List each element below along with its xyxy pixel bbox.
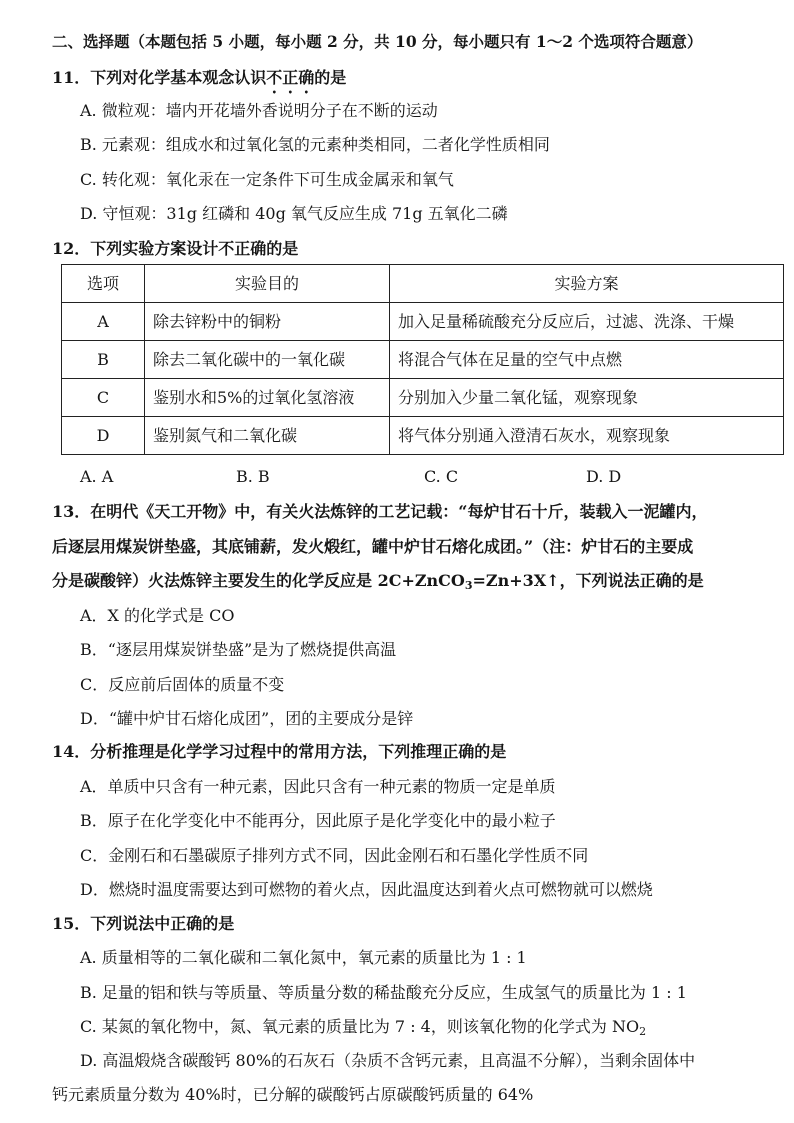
table-cell-purpose: 鉴别水和5%的过氧化氢溶液	[145, 379, 390, 417]
q12-answer-b: B. B	[236, 467, 270, 486]
table-cell-option: D	[62, 417, 145, 455]
q11-stem-emphasis: 不正确	[266, 68, 315, 87]
table-header-row	[62, 265, 784, 303]
q11-option-a: A. 微粒观：墙内开花墙外香说明分子在不断的运动	[80, 101, 438, 120]
q15-option-d-line2: 钙元素质量分数为 40%时，已分解的碳酸钙占原碳酸钙质量的 64%	[52, 1085, 534, 1104]
q15-option-d-line1: D. 高温煅烧含碳酸钙 80%的石灰石（杂质不含钙元素，且高温不分解），当剩余固体中	[80, 1051, 696, 1070]
q13-option-c: C．反应前后固体的质量不变	[80, 675, 285, 694]
table-cell-plan: 将混合气体在足量的空气中点燃	[390, 341, 784, 379]
q15-option-c	[80, 1019, 646, 1037]
q14-option-a: A．单质中只含有一种元素，因此只含有一种元素的物质一定是单质	[80, 777, 556, 796]
q12-stem: 12．下列实验方案设计不正确的是	[52, 239, 299, 258]
q13-option-d: D．“罐中炉甘石熔化成团”，团的主要成分是锌	[80, 709, 414, 728]
q13-stem-line3-part2: =Zn+3X↑，下列说法正确的是	[472, 571, 704, 590]
q14-stem: 14．分析推理是化学学习过程中的常用方法，下列推理正确的是	[52, 742, 507, 761]
q12-table	[61, 264, 784, 455]
table-cell-purpose: 除去锌粉中的铜粉	[145, 303, 390, 341]
q15-option-b: B. 足量的铝和铁与等质量、等质量分数的稀盐酸充分反应，生成氢气的质量比为 1 : 1	[80, 983, 687, 1002]
table-row	[62, 341, 784, 379]
q13-subscript: 3	[464, 579, 473, 592]
q12-answer-c: C. C	[424, 467, 459, 486]
q14-option-b: B．原子在化学变化中不能再分，因此原子是化学变化中的最小粒子	[80, 811, 556, 830]
q13-stem-line2: 后逐层用煤炭饼垫盛，其底铺薪，发火煅红，罐中炉甘石熔化成团。”（注：炉甘石的主要成	[52, 537, 694, 556]
q13-stem-line3-part1: 分是碳酸锌）火法炼锌主要发生的化学反应是 2C+ZnCO	[52, 571, 465, 590]
table-header-plan: 实验方案	[390, 265, 784, 303]
q12-answer-d: D. D	[586, 467, 622, 486]
q15-subscript: 2	[639, 1025, 647, 1038]
q11-stem-part1: 11．下列对化学基本观念认识	[52, 68, 267, 87]
q11-option-d: D. 守恒观：31g 红磷和 40g 氧气反应生成 71g 五氧化二磷	[80, 204, 508, 223]
table-cell-purpose: 除去二氧化碳中的一氧化碳	[145, 341, 390, 379]
table-cell-plan: 分别加入少量二氧化锰，观察现象	[390, 379, 784, 417]
table-cell-option: C	[62, 379, 145, 417]
table-cell-plan: 加入足量稀硫酸充分反应后，过滤、洗涤、干燥	[390, 303, 784, 341]
q11-stem-part2: 的是	[314, 68, 347, 87]
q14-option-c: C．金刚石和石墨碳原子排列方式不同，因此金刚石和石墨化学性质不同	[80, 846, 589, 865]
q12-answer-a: A. A	[80, 467, 114, 486]
table-cell-purpose: 鉴别氮气和二氧化碳	[145, 417, 390, 455]
table-header-purpose: 实验目的	[145, 265, 390, 303]
table-row	[62, 303, 784, 341]
q14-option-d: D．燃烧时温度需要达到可燃物的着火点，因此温度达到着火点可燃物就可以燃烧	[80, 880, 653, 899]
q13-option-b: B．“逐层用煤炭饼垫盛”是为了燃烧提供高温	[80, 640, 397, 659]
table-row	[62, 417, 784, 455]
table-cell-plan: 将气体分别通入澄清石灰水，观察现象	[390, 417, 784, 455]
table-cell-option: B	[62, 341, 145, 379]
q11-option-b: B. 元素观：组成水和过氧化氢的元素种类相同，二者化学性质相同	[80, 135, 550, 154]
q15-option-c-text: C. 某氮的氧化物中，氮、氧元素的质量比为 7 : 4，则该氧化物的化学式为 NO	[80, 1017, 640, 1036]
table-header-option: 选项	[62, 265, 145, 303]
table-row	[62, 379, 784, 417]
q11-stem	[52, 68, 346, 97]
table-cell-option: A	[62, 303, 145, 341]
q11-option-c: C. 转化观：氧化汞在一定条件下可生成金属汞和氧气	[80, 170, 454, 189]
q13-option-a: A．X 的化学式是 CO	[80, 606, 235, 625]
q15-stem: 15．下列说法中正确的是	[52, 914, 235, 933]
q13-stem-line1: 13．在明代《天工开物》中，有关火法炼锌的工艺记载：“每炉甘石十斤，装载入一泥罐内，	[52, 502, 708, 521]
section-heading: 二、选择题（本题包括 5 小题，每小题 2 分，共 10 分，每小题只有 1～2 个选项符合题意）	[52, 32, 703, 51]
q15-option-a: A. 质量相等的二氧化碳和二氧化氮中，氧元素的质量比为 1 : 1	[80, 948, 527, 967]
q13-stem-line3	[52, 573, 704, 591]
